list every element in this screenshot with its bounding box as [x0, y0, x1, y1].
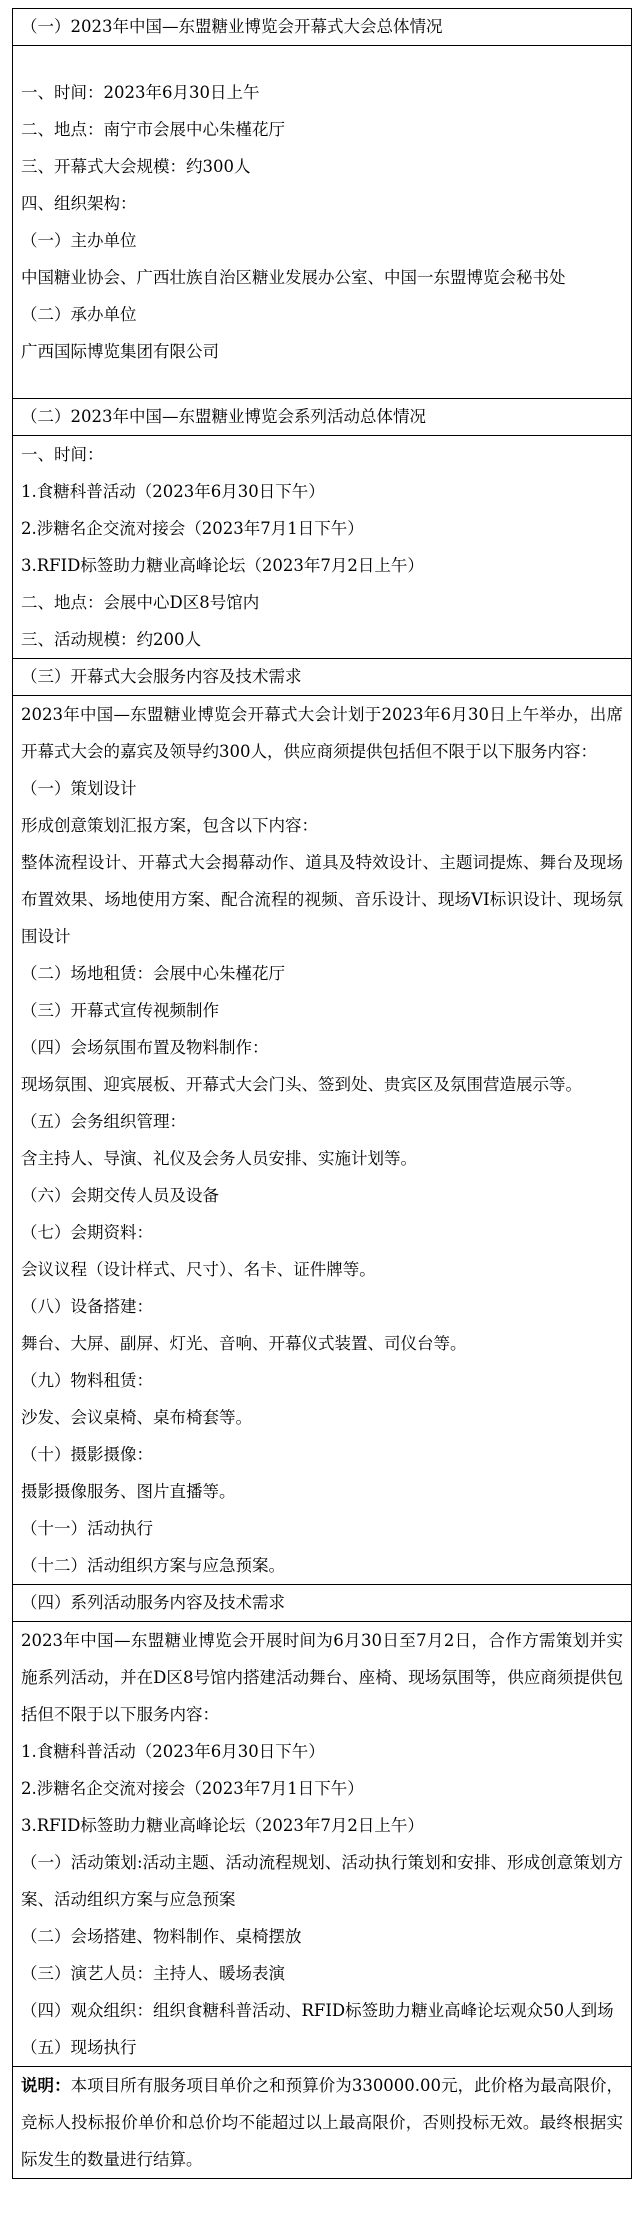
section-opening-requirements [13, 659, 631, 1585]
item-heading: （四）观众组织：组织食糖科普活动、RFID标签助力糖业高峰论坛观众50人到场 [21, 2001, 614, 2020]
item-description: 现场氛围、迎宾展板、开幕式大会门头、签到处、贵宾区及氛围营造展示等。 [21, 1075, 582, 1094]
item-heading: （四）会场氛围布置及物料制作： [21, 1038, 269, 1057]
section-body [13, 696, 631, 1584]
intro-paragraph: 2023年中国—东盟糖业博览会开幕式大会计划于2023年6月30日上午举办，出席开幕式大会的嘉宾及领导约300人，供应商须提供包括但不限于以下服务内容： [21, 705, 623, 761]
section-note [13, 2067, 631, 2178]
item-heading: （一）活动策划:活动主题、活动流程规划、活动执行策划和安排、形成创意策划方案、活动组织方案与应急预案 [21, 1853, 623, 1909]
item-description: 整体流程设计、开幕式大会揭幕动作、道具及特效设计、主题词提炼、舞台及现场布置效果、场地使用方案、配合流程的视频、音乐设计、现场VI标识设计、现场氛围设计 [21, 853, 623, 946]
item-description: 含主持人、导演、礼仪及会务人员安排、实施计划等。 [21, 1149, 417, 1168]
item-heading: （七）会期资料： [21, 1223, 153, 1242]
structure-line: 四、组织架构： [21, 194, 137, 213]
section-title: （四）系列活动服务内容及技术需求 [13, 1585, 631, 1622]
item-description: 摄影摄像服务、图片直播等。 [21, 1482, 236, 1501]
item-sub: 形成创意策划汇报方案，包含以下内容： [21, 816, 318, 835]
section-title: （一）2023年中国—东盟糖业博览会开幕式大会总体情况 [13, 9, 631, 46]
item-heading: （五）会务组织管理： [21, 1112, 186, 1131]
section-title: （二）2023年中国—东盟糖业博览会系列活动总体情况 [13, 399, 631, 436]
event-line: 1.食糖科普活动（2023年6月30日下午） [21, 1742, 325, 1761]
note-text: 本项目所有服务项目单价之和预算价为330000.00元，此价格为最高限价，竞标人投标报价单价和总价均不能超过以上最高限价，否则投标无效。最终根据实际发生的数量进行结算。 [21, 2076, 623, 2169]
event-line: 1.食糖科普活动（2023年6月30日下午） [21, 482, 325, 501]
venue-line: 二、地点：会展中心D区8号馆内 [21, 593, 260, 612]
item-description: 沙发、会议桌椅、桌布椅套等。 [21, 1408, 252, 1427]
host-heading: （一）主办单位 [21, 231, 137, 250]
undertaker-heading: （二）承办单位 [21, 305, 137, 324]
item-heading: （十）摄影摄像： [21, 1445, 153, 1464]
intro-paragraph: 2023年中国—东盟糖业博览会开展时间为6月30日至7月2日，合作方需策划并实施系列活动，并在D区8号馆内搭建活动舞台、座椅、现场氛围等，供应商须提供包括但不限于以下服务内容： [21, 1631, 623, 1724]
event-line: 3.RFID标签助力糖业高峰论坛（2023年7月2日上午） [21, 1816, 424, 1835]
item-heading: （一）策划设计 [21, 779, 137, 798]
venue-line: 二、地点：南宁市会展中心朱槿花厅 [21, 120, 285, 139]
note-label: 说明： [21, 2076, 71, 2095]
item-heading: （九）物料租赁： [21, 1371, 153, 1390]
item-heading: （二）场地租赁：会展中心朱槿花厅 [21, 964, 285, 983]
section-opening-overview [13, 9, 631, 399]
scale-line: 三、开幕式大会规模：约300人 [21, 157, 251, 176]
item-heading: （三）开幕式宣传视频制作 [21, 1001, 219, 1020]
item-heading: （三）演艺人员：主持人、暖场表演 [21, 1964, 285, 1983]
scale-line: 三、活动规模：约200人 [21, 630, 201, 649]
item-heading: （六）会期交传人员及设备 [21, 1186, 219, 1205]
section-body [13, 46, 631, 398]
time-heading: 一、时间： [21, 445, 104, 464]
item-heading: （十一）活动执行 [21, 1519, 153, 1538]
host-organizers: 中国糖业协会、广西壮族自治区糖业发展办公室、中国一东盟博览会秘书处 [21, 268, 566, 287]
section-body [13, 1622, 631, 2066]
event-line: 3.RFID标签助力糖业高峰论坛（2023年7月2日上午） [21, 556, 424, 575]
section-series-requirements [13, 1585, 631, 2067]
section-body [13, 436, 631, 658]
note-body [13, 2067, 631, 2178]
item-heading: （二）会场搭建、物料制作、桌椅摆放 [21, 1927, 302, 1946]
undertaker-name: 广西国际博览集团有限公司 [21, 342, 219, 361]
section-title: （三）开幕式大会服务内容及技术需求 [13, 659, 631, 696]
item-heading: （五）现场执行 [21, 2038, 137, 2057]
note-paragraph [21, 2067, 623, 2178]
event-line: 2.涉糖名企交流对接会（2023年7月1日下午） [21, 519, 364, 538]
item-heading: （八）设备搭建： [21, 1297, 153, 1316]
section-series-overview [13, 399, 631, 659]
item-description: 会议议程（设计样式、尺寸）、名卡、证件牌等。 [21, 1260, 376, 1279]
item-description: 舞台、大屏、副屏、灯光、音响、开幕仪式装置、司仪台等。 [21, 1334, 467, 1353]
item-heading: （十二）活动组织方案与应急预案。 [21, 1556, 285, 1575]
document-table [12, 8, 632, 2179]
event-line: 2.涉糖名企交流对接会（2023年7月1日下午） [21, 1779, 364, 1798]
time-line: 一、时间：2023年6月30日上午 [21, 83, 260, 102]
